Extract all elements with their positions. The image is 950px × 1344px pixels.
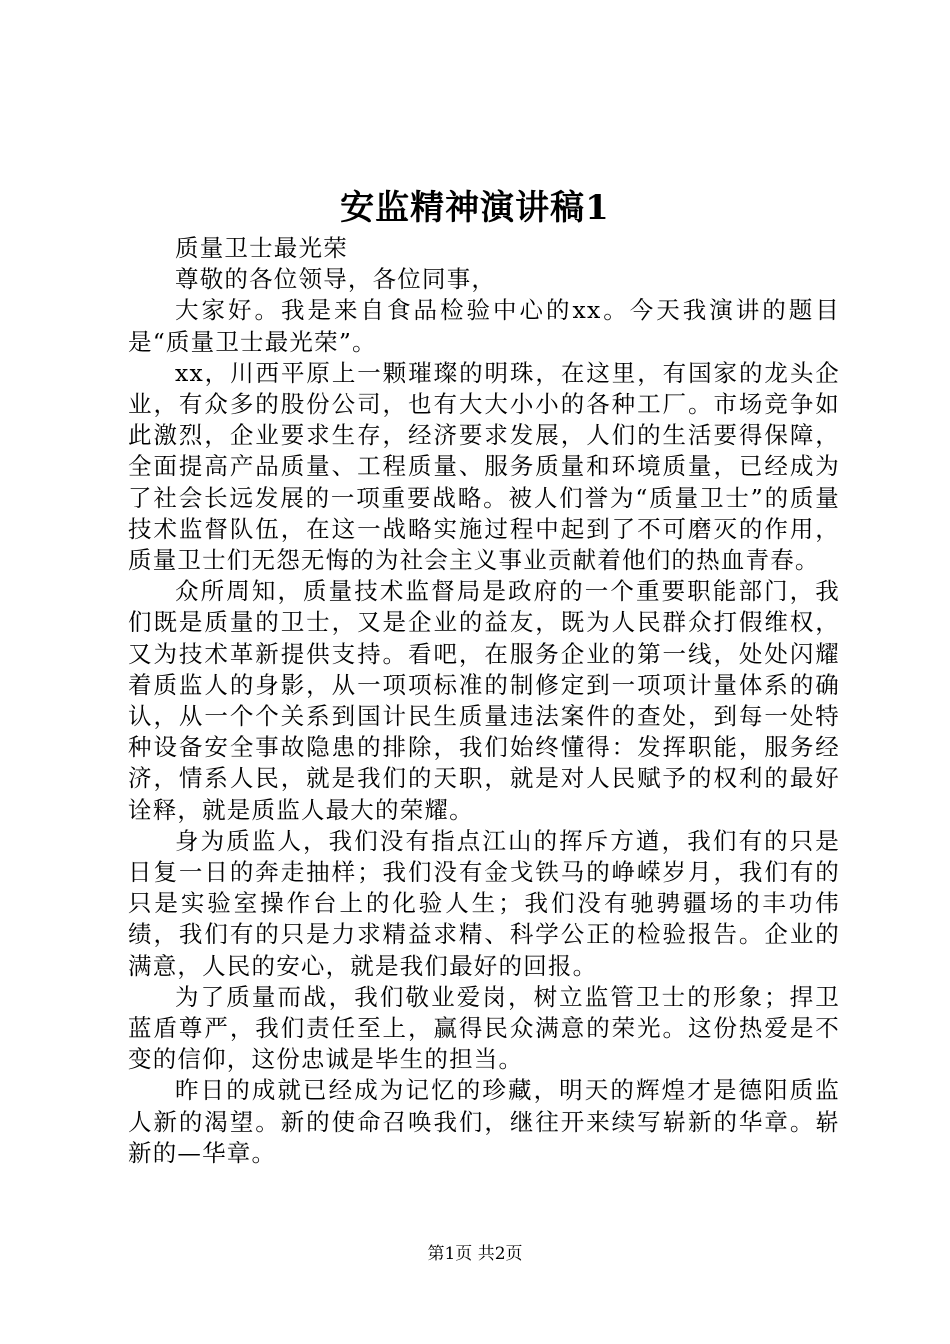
paragraph-closing: 昨日的成就已经成为记忆的珍藏，明天的辉煌才是德阳质监人新的渴望。新的使命召唤我们，继往开来续写崭新的华章。崭新的—华章。 bbox=[128, 1076, 840, 1167]
page-number-footer: 第1页 共2页 bbox=[427, 1244, 523, 1264]
paragraph-subtitle: 质量卫士最光荣 bbox=[175, 234, 348, 262]
document-title: 安监精神演讲稿1 bbox=[340, 188, 610, 228]
paragraph-bureau: 众所周知，质量技术监督局是政府的一个重要职能部门，我们既是质量的卫士，又是企业的益友，既为人民群众打假维权，又为技术革新提供支持。看吧，在服务企业的第一线，处处闪耀着质监人的身影，从一项项标准的制修定到一项项计量体系的确认，从一个个关系到国计民生质量违法案件的查处，到每一处特种设备安全事故隐患的排除，我们始终懂得：发挥职能，服务经济，情系人民，就是我们的天职，就是对人民赋予的权利的最好诠释，就是质监人最大的荣耀。 bbox=[128, 577, 840, 824]
document-body bbox=[128, 233, 840, 1169]
paragraph-intro: 大家好。我是来自食品检验中心的xx。今天我演讲的题目是“质量卫士最光荣”。 bbox=[128, 296, 840, 356]
paragraph-commitment: 为了质量而战，我们敬业爱岗，树立监管卫士的形象；捍卫蓝盾尊严，我们责任至上，赢得民众满意的荣光。这份热爱是不变的信仰，这份忠诚是毕生的担当。 bbox=[128, 982, 840, 1074]
paragraph-identity: 身为质监人，我们没有指点江山的挥斥方遒，我们有的只是日复一日的奔走抽样；我们没有金戈铁马的峥嵘岁月，我们有的只是实验室操作台上的化验人生；我们没有驰骋疆场的丰功伟绩，我们有的只是力求精益求精、科学公正的检验报告。企业的满意，人民的安心，就是我们最好的回报。 bbox=[128, 826, 840, 980]
paragraph-city: xx，川西平原上一颗璀璨的明珠，在这里，有国家的龙头企业，有众多的股份公司，也有大大小小的各种工厂。市场竞争如此激烈，企业要求生存，经济要求发展，人们的生活要得保障，全面提高产品质量、工程质量、服务质量和环境质量，已经成为了社会长远发展的一项重要战略。被人们誉为“质量卫士”的质量技术监督队伍，在这一战略实施过程中起到了不可磨灭的作用，质量卫士们无怨无悔的为社会主义事业贡献着他们的热血青春。 bbox=[128, 358, 840, 575]
paragraph-salutation: 尊敬的各位领导，各位同事， bbox=[175, 265, 497, 294]
